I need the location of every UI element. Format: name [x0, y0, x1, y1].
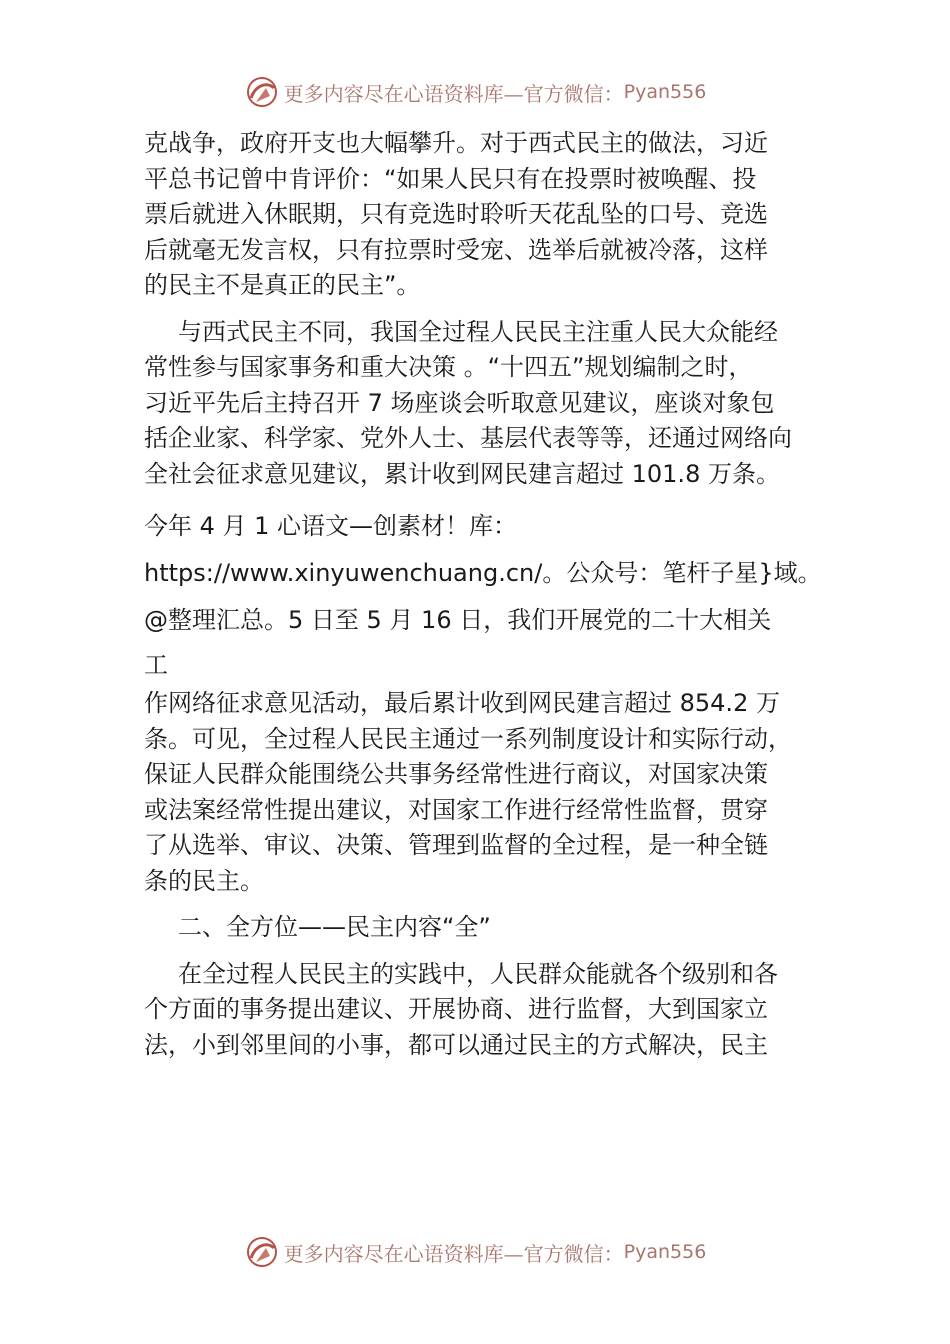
text-line: 条。可见，全过程人民民主通过一系列制度设计和实际行动，	[144, 724, 792, 753]
paragraph	[144, 126, 824, 304]
watermark-text: 更多内容尽在心语资料库—官方微信：	[283, 81, 624, 106]
text-line: 常性参与国家事务和重大决策 。“十四五”规划编制之时，	[144, 353, 753, 381]
text-line: 后就毫无发言权，只有拉票时受宠、选举后就被冷落，这样	[144, 235, 768, 264]
text-line: 工	[144, 651, 168, 679]
watermark-logo-icon	[244, 1234, 280, 1270]
document-body	[144, 126, 824, 1063]
text-line: @整理汇总。5 日至 5 月 16 日，我们开展党的二十大相关	[144, 606, 772, 634]
url-text-line: https://www.xinyuwenchuang.cn/。公众号：笔杆子星}域。	[144, 559, 822, 587]
heading-line: 二、全方位——民主内容“全”	[178, 913, 491, 941]
text-line: 保证人民群众能围绕公共事务经常性进行商议，对国家决策	[144, 760, 768, 788]
paragraph	[144, 503, 824, 686]
section-heading	[144, 910, 824, 946]
text-line: 括企业家、科学家、党外人士、基层代表等等，还通过网络向	[144, 424, 792, 452]
text-line: 今年 4 月 1 心语文—创素材！库：	[144, 512, 518, 540]
watermark-logo-icon	[244, 74, 280, 110]
text-line: 作网络征求意见活动，最后累计收到网民建言超过 854.2 万	[144, 689, 780, 717]
paragraph	[144, 315, 824, 493]
header-watermark	[0, 72, 950, 112]
text-line: 与西式民主不同，我国全过程人民民主注重人民大众能经	[178, 317, 778, 346]
watermark-contact: Pyan556	[623, 81, 707, 103]
text-line: 全社会征求意见建议，累计收到网民建言超过 101.8 万条。	[144, 459, 780, 488]
paragraph	[144, 686, 824, 899]
text-line: 了从选举、审议、决策、管理到监督的全过程，是一种全链	[144, 831, 768, 859]
paragraph	[144, 957, 824, 1064]
text-line: 平总书记曾中肯评价：“如果人民只有在投票时被唤醒、投	[144, 164, 757, 193]
watermark-contact: Pyan556	[623, 1241, 707, 1263]
text-line: 或法案经常性提出建议，对国家工作进行经常性监督，贯穿	[144, 795, 768, 824]
text-line: 条的民主。	[144, 866, 264, 895]
text-line: 的民主不是真正的民主”。	[144, 271, 421, 299]
text-line: 习近平先后主持召开 7 场座谈会听取意见建议，座谈对象包	[144, 388, 775, 417]
text-line: 法，小到邻里间的小事，都可以通过民主的方式解决，民主	[144, 1030, 768, 1059]
text-line: 克战争，政府开支也大幅攀升。对于西式民主的做法，习近	[144, 129, 768, 157]
footer-watermark	[0, 1232, 950, 1272]
text-line: 个方面的事务提出建议、开展协商、进行监督，大到国家立	[144, 995, 768, 1023]
text-line: 在全过程人民民主的实践中，人民群众能就各个级别和各	[178, 959, 778, 988]
watermark-text: 更多内容尽在心语资料库—官方微信：	[283, 1241, 624, 1266]
text-line: 票后就进入休眠期，只有竞选时聆听天花乱坠的口号、竞选	[144, 200, 768, 228]
